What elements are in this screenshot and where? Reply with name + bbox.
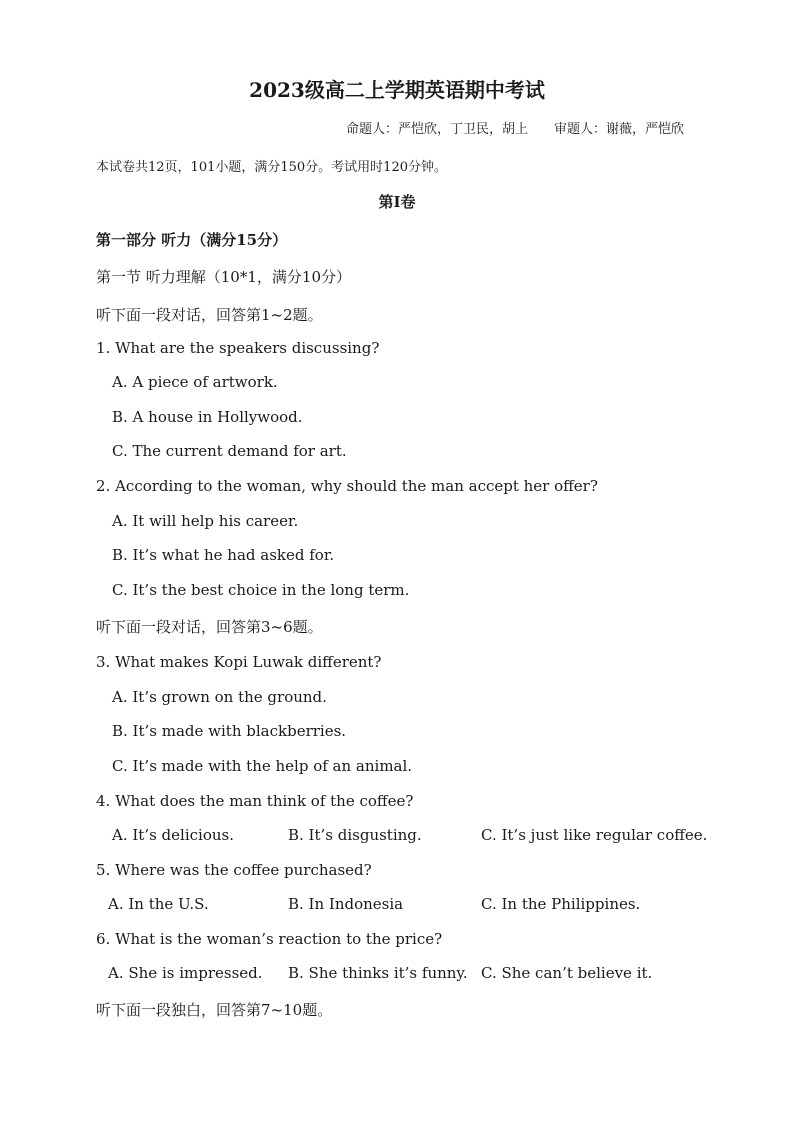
- part1-heading: 第一部分 听力（满分15分）: [96, 231, 288, 249]
- q5-options: [0, 894, 794, 914]
- question-setters: 命题人：严恺欣，丁卫民，胡上: [345, 122, 528, 137]
- q4-options: [0, 825, 794, 845]
- q4-option-b: B. It’s disgusting.: [288, 826, 422, 844]
- question-2: 2. According to the woman, why should the man accept her offer?: [96, 477, 598, 495]
- q1-option-a: A. A piece of artwork.: [112, 373, 278, 391]
- q6-option-c: C. She can’t believe it.: [481, 964, 653, 982]
- q2-option-c: C. It’s the best choice in the long term.: [112, 581, 410, 599]
- q2-option-b: B. It’s what he had asked for.: [112, 546, 335, 564]
- question-6: 6. What is the woman’s reaction to the price?: [96, 930, 443, 948]
- question-5: 5. Where was the coffee purchased?: [96, 861, 372, 879]
- q4-option-c: C. It’s just like regular coffee.: [481, 826, 708, 844]
- q2-option-a: A. It will help his career.: [112, 512, 299, 530]
- monologue-instruction: 听下面一段独白，回答第7~10题。: [96, 1001, 333, 1019]
- q3-option-b: B. It’s made with blackberries.: [112, 722, 347, 740]
- q5-option-c: C. In the Philippines.: [481, 895, 641, 913]
- q6-options: [0, 963, 794, 983]
- q1-option-b: B. A house in Hollywood.: [112, 408, 303, 426]
- exam-title: 2023级高二上学期英语期中考试: [249, 78, 545, 102]
- dialog2-instruction: 听下面一段对话，回答第3~6题。: [96, 618, 323, 636]
- q3-option-a: A. It’s grown on the ground.: [112, 688, 327, 706]
- q3-option-c: C. It’s made with the help of an animal.: [112, 757, 413, 775]
- question-1: 1. What are the speakers discussing?: [96, 339, 380, 357]
- q1-option-c: C. The current demand for art.: [112, 442, 347, 460]
- dialog1-instruction: 听下面一段对话，回答第1~2题。: [96, 306, 323, 324]
- exam-intro: 本试卷共12页，101小题，满分150分。考试用时120分钟。: [96, 160, 447, 175]
- q5-option-a: A. In the U.S.: [108, 895, 209, 913]
- q6-option-a: A. She is impressed.: [108, 964, 263, 982]
- question-3: 3. What makes Kopi Luwak different?: [96, 653, 382, 671]
- question-reviewers: 审题人：谢薇，严恺欣: [553, 122, 684, 137]
- q4-option-a: A. It’s delicious.: [112, 826, 234, 844]
- q5-option-b: B. In Indonesia: [288, 895, 404, 913]
- question-4: 4. What does the man think of the coffee?: [96, 792, 414, 810]
- exam-authors: [346, 121, 684, 139]
- q6-option-b: B. She thinks it’s funny.: [288, 964, 468, 982]
- volume-heading: 第I卷: [378, 193, 416, 211]
- section1-heading: 第一节 听力理解（10*1，满分10分）: [96, 268, 351, 286]
